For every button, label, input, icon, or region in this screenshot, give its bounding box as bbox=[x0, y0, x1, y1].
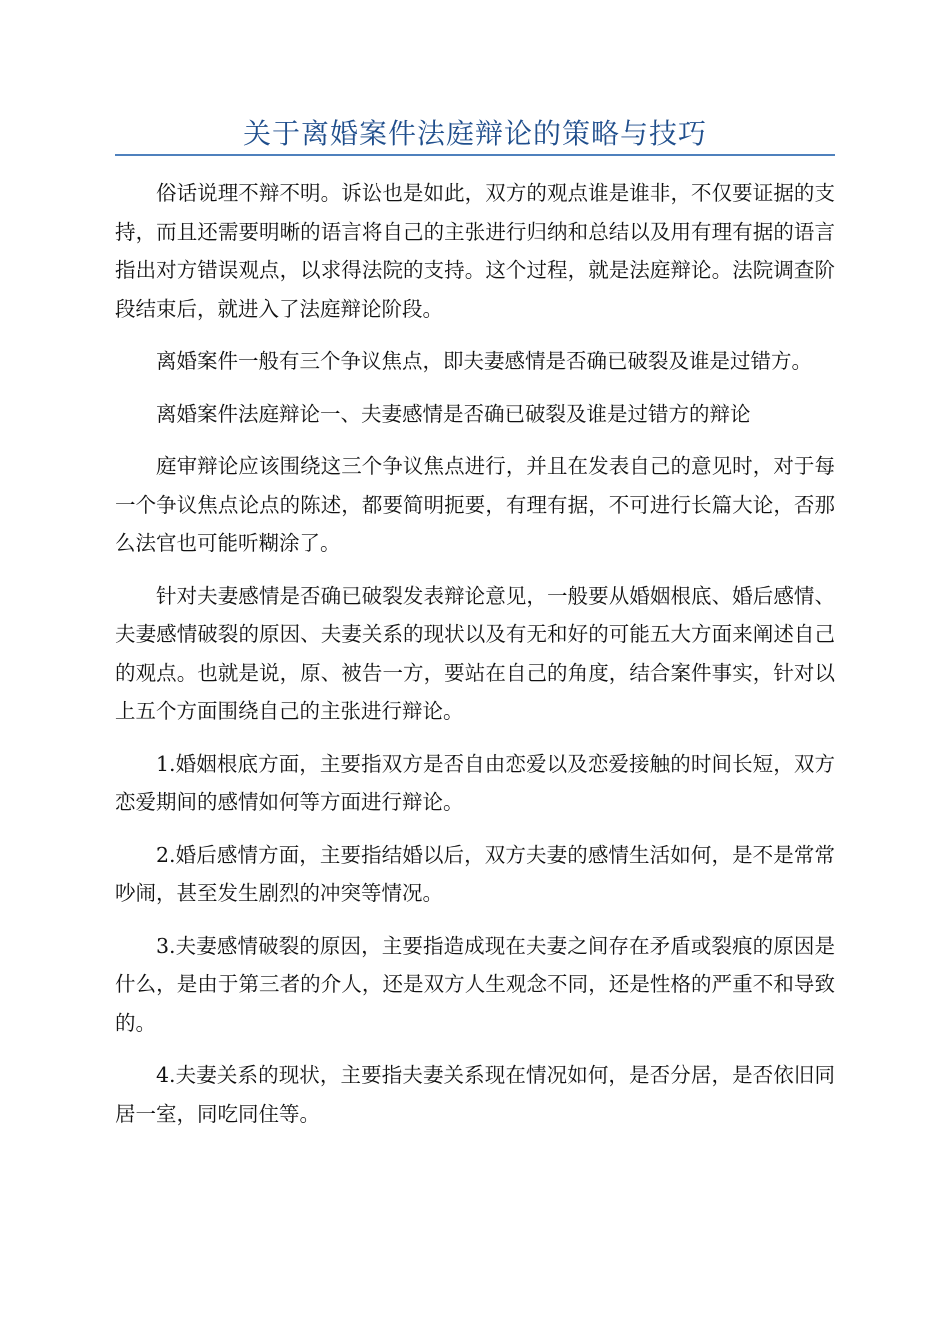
paragraph-item-3: 3.夫妻感情破裂的原因，主要指造成现在夫妻之间存在矛盾或裂痕的原因是什么，是由于第三者的介人，还是双方人生观念不同，还是性格的严重不和导致的。 bbox=[115, 933, 835, 1035]
paragraph-item-4: 4.夫妻关系的现状，主要指夫妻关系现在情况如何，是否分居，是否依旧同居一室，同吃同住等。 bbox=[115, 1063, 835, 1126]
paragraph-section-heading: 离婚案件法庭辩论一、夫妻感情是否确已破裂及谁是过错方的辩论 bbox=[156, 401, 751, 426]
title-underline bbox=[115, 154, 835, 156]
paragraph-five-aspects: 针对夫妻感情是否确已破裂发表辩论意见，一般要从婚姻根底、婚后感情、夫妻感情破裂的原因、夫妻关系的现状以及有无和好的可能五大方面来阐述自己的观点。也就是说，原、被告一方，要站在自己的角度，结合案件事实，针对以上五个方面围绕自己的主张进行辩论。 bbox=[115, 583, 835, 723]
paragraph-item-1: 1.婚姻根底方面，主要指双方是否自由恋爱以及恋爱接触的时间长短，双方恋爱期间的感情如何等方面进行辩论。 bbox=[115, 751, 835, 814]
document-title: 关于离婚案件法庭辩论的策略与技巧 bbox=[242, 117, 707, 150]
document-body bbox=[115, 174, 835, 1147]
paragraph-debate-principle: 庭审辩论应该围绕这三个争议焦点进行，并且在发表自己的意见时，对于每一个争议焦点论点的陈述，都要简明扼要，有理有据，不可进行长篇大论，否那么法官也可能听糊涂了。 bbox=[115, 454, 835, 555]
paragraph-focus-points: 离婚案件一般有三个争议焦点，即夫妻感情是否确已破裂及谁是过错方。 bbox=[156, 349, 812, 373]
paragraph-item-2: 2.婚后感情方面，主要指结婚以后，双方夫妻的感情生活如何，是不是常常吵闹，甚至发生剧烈的冲突等情况。 bbox=[115, 842, 835, 905]
paragraph-intro: 俗话说理不辩不明。诉讼也是如此，双方的观点谁是谁非，不仅要证据的支持，而且还需要明晰的语言将自己的主张进行归纳和总结以及用有理有据的语言指出对方错误观点，以求得法院的支持。这个过程，就是法庭辩论。法院调查阶段结束后，就进入了法庭辩论阶段。 bbox=[115, 181, 835, 321]
